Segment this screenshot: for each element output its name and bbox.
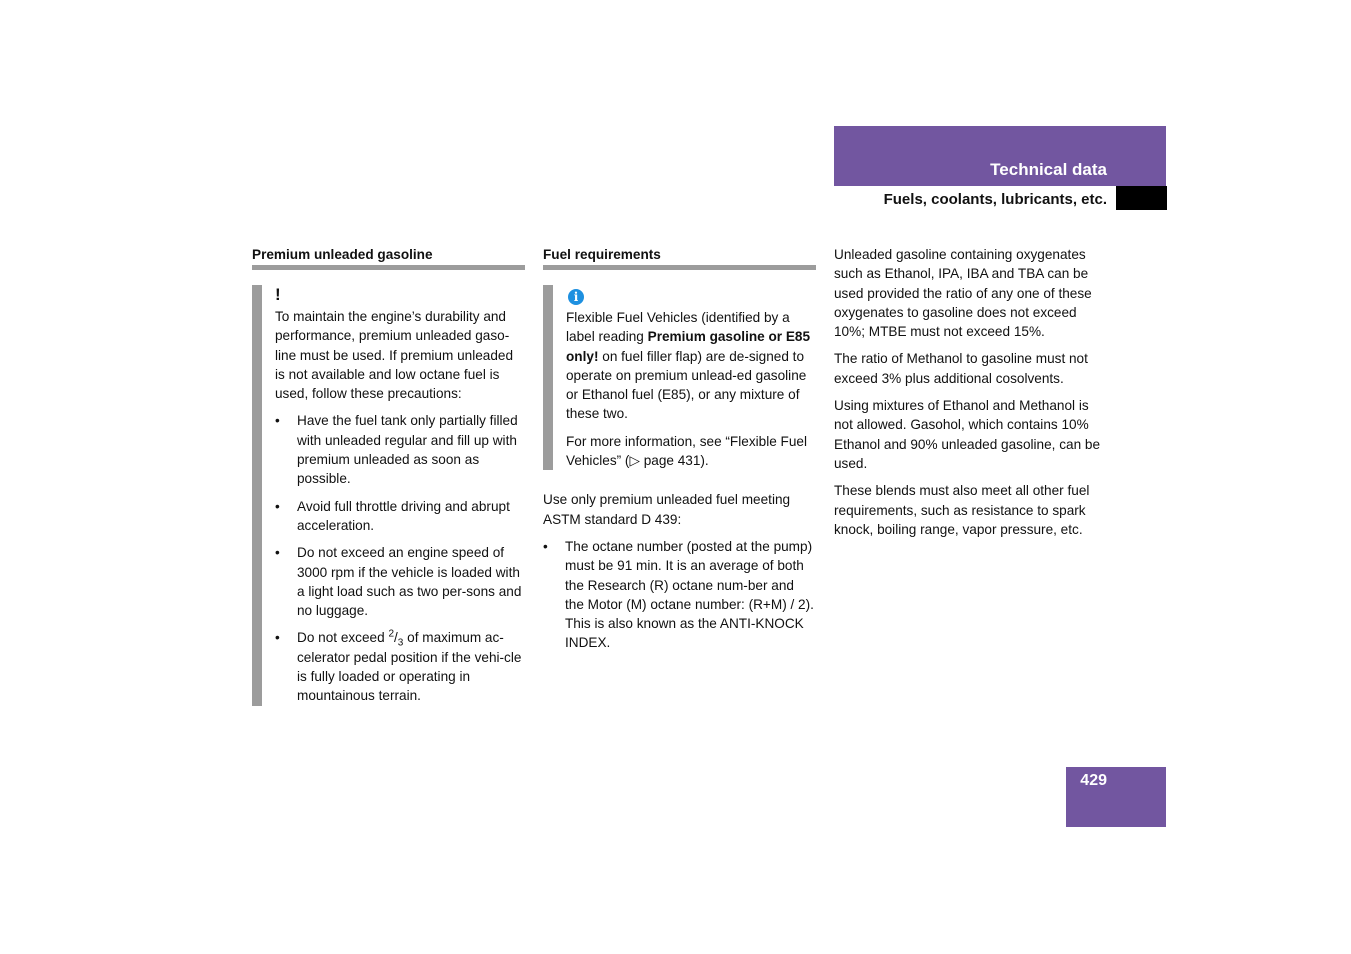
fraction-denominator: 3: [397, 638, 404, 650]
list-item: • Have the fuel tank only partially filled with unleaded regular and fill up with premium unleaded as soon as possible.: [275, 411, 525, 488]
info-note: [543, 285, 816, 470]
body-paragraph: Using mixtures of Ethanol and Methanol is not allowed. Gasohol, which contains 10% Ethanol and 90% unleaded gasoline, can be used.: [834, 398, 1101, 471]
body-paragraph: Use only premium unleaded fuel meeting ASTM standard D 439:: [543, 492, 791, 527]
page-number: 429: [1080, 772, 1107, 789]
heading-rule: [252, 265, 525, 270]
note-bar: [252, 285, 262, 706]
fraction-slash: /: [394, 630, 398, 646]
header-tab-marker: [1116, 186, 1167, 210]
column-oxygenates: [834, 245, 1106, 547]
list-item: • The octane number (posted at the pump) must be 91 min. It is an average of both the Research (R) octane num-ber and the Motor (M) octane number: (R+M) / 2). This is also known as the ANTI-KNOCK INDEX.: [543, 537, 816, 653]
column-premium-unleaded: [252, 245, 525, 714]
bullet4-after: of maximum ac-celerator pedal position if the vehi-cle is fully loaded or operating in mountainous terrain.: [297, 630, 522, 704]
heading-fuel-requirements: Fuel requirements: [543, 247, 661, 262]
precautions-list: [275, 411, 525, 705]
body-paragraph: The ratio of Methanol to gasoline must not exceed 3% plus additional cosolvents.: [834, 351, 1088, 386]
warning-intro: To maintain the engine’s durability and performance, premium unleaded gaso-line must be used. If premium unleaded is not available and low octane fuel is used, follow these precautions:: [275, 309, 514, 402]
info-text: on fuel filler flap) are de-signed to operate on premium unlead-ed gasoline or Ethanol fuel (E85), or any mixture of these two.: [566, 348, 807, 422]
requirements-list: [543, 537, 816, 653]
list-item: • Do not exceed an engine speed of 3000 rpm if the vehicle is loaded with a light load such as two per-sons and no luggage.: [275, 543, 525, 620]
note-bar: [543, 285, 553, 470]
heading-premium-unleaded: Premium unleaded gasoline: [252, 247, 433, 262]
list-item: [275, 628, 525, 705]
bullet4-before: Do not exceed: [297, 630, 389, 646]
info-text: Flexible Fuel Vehicles (identified by a label reading: [566, 310, 790, 345]
fraction-numerator: 2: [388, 628, 395, 640]
info-icon: i: [568, 289, 584, 305]
info-paragraph: [566, 308, 816, 424]
heading-rule: [543, 265, 816, 270]
body-paragraph: Unleaded gasoline containing oxygenates such as Ethanol, IPA, IBA and TBA can be used provided the ratio of any one of these oxygenates to gasoline does not exceed 10%; MTBE must not exceed 15%.: [834, 247, 1092, 340]
warning-note: [252, 285, 525, 706]
column-fuel-requirements: [543, 245, 816, 661]
section-subtitle: Fuels, coolants, lubricants, etc.: [883, 191, 1107, 208]
body-paragraph: These blends must also meet all other fuel requirements, such as resistance to spark knock, boiling range, vapor pressure, etc.: [834, 483, 1090, 537]
warning-icon: !: [275, 285, 281, 304]
info-cross-reference: For more information, see “Flexible Fuel Vehicles” (▷ page 431).: [566, 433, 807, 469]
section-title: Technical data: [990, 160, 1107, 179]
label-text: Premium gasoline or E85 only!: [566, 329, 811, 364]
list-item: • Avoid full throttle driving and abrupt acceleration.: [275, 497, 525, 536]
